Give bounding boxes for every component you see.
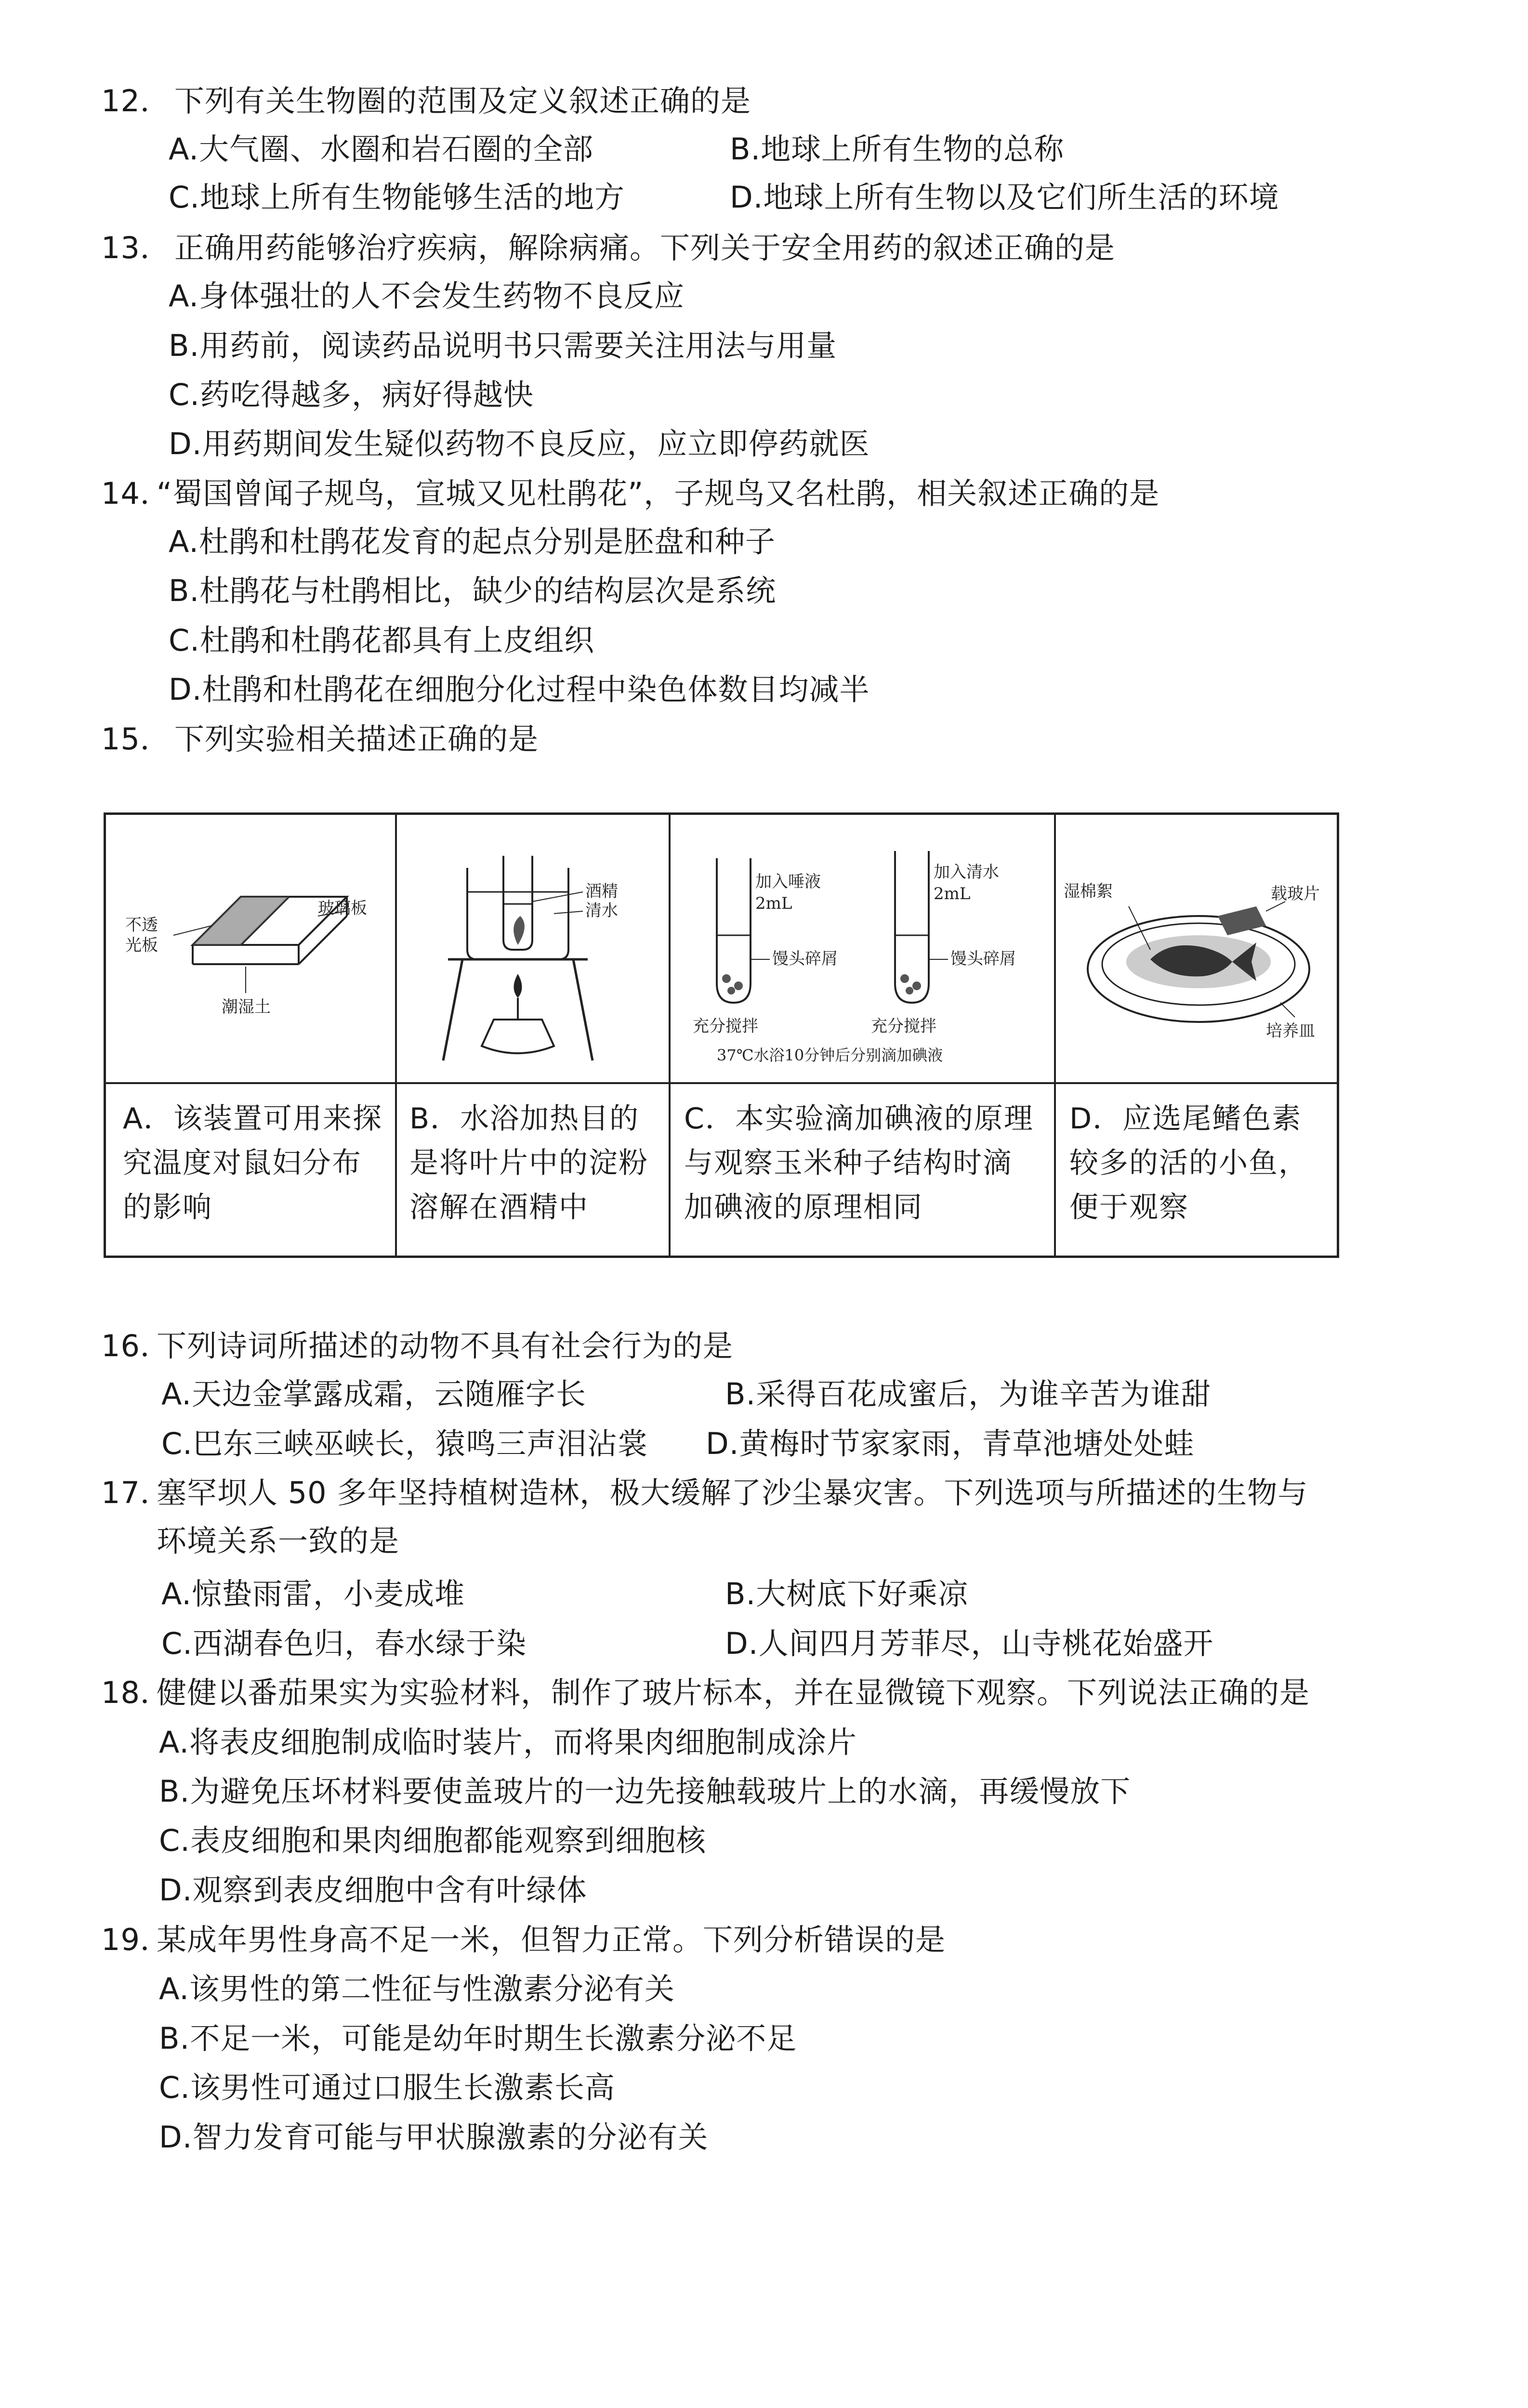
option-c-cell: C．本实验滴加碘液的原理与观察玉米种子结构时滴加碘液的原理相同	[684, 1102, 1034, 1224]
tube2-label-volume: 2mL	[934, 884, 971, 903]
tube1-label-volume: 2mL	[755, 894, 792, 913]
option-text: D.杜鹃和杜鹃花在细胞分化过程中染色体数目均减半	[169, 672, 870, 707]
tube1-label-bread: 馒头碎屑	[772, 949, 838, 968]
question-stem: 下列实验相关描述正确的是	[174, 721, 539, 757]
option-c: C.西湖春色归，春水绿于染	[161, 1626, 527, 1661]
option-text: A.该男性的第二性征与性激素分泌有关	[159, 1971, 675, 2006]
question-stem: 健健以番茄果实为实验材料，制作了玻片标本，并在显微镜下观察。下列说法正确的是	[157, 1675, 1310, 1710]
caption-water-bath: 37℃水浴10分钟后分别滴加碘液	[717, 1046, 943, 1064]
question-stem: 下列诗词所描述的动物不具有社会行为的是	[157, 1328, 734, 1363]
question-number: 17．	[101, 1475, 171, 1510]
option-text: A.将表皮细胞制成临时装片，而将果肉细胞制成涂片	[159, 1725, 857, 1760]
tube1-label-stir: 充分搅拌	[693, 1017, 758, 1036]
label-alcohol: 酒精	[585, 882, 618, 901]
label-opaque-1: 不透	[125, 916, 158, 935]
option-b: B.地球上所有生物的总称	[730, 131, 1065, 167]
question-number: 13．	[101, 230, 171, 265]
option-d: D.地球上所有生物以及它们所生活的环境	[730, 180, 1279, 215]
question-number: 15．	[101, 721, 171, 757]
option-b-cell: B．水浴加热目的是将叶片中的淀粉溶解在酒精中	[409, 1102, 648, 1224]
tube2-label-water: 加入清水	[934, 863, 999, 882]
question-number: 14．	[101, 476, 171, 511]
question-number: 19．	[101, 1922, 171, 1957]
experiment-table	[104, 812, 1339, 1258]
option-b: B.大树底下好乘凉	[725, 1576, 969, 1611]
label-slide: 载玻片	[1271, 884, 1320, 903]
option-text: C.表皮细胞和果肉细胞都能观察到细胞核	[159, 1823, 706, 1858]
option-text: B.用药前，阅读药品说明书只需要关注用法与用量	[169, 328, 837, 363]
figure-a-mouse-woman-device	[116, 844, 390, 1065]
question-number: 16．	[101, 1328, 171, 1363]
option-text: B.杜鹃花与杜鹃相比，缺少的结构层次是系统	[169, 573, 777, 608]
option-d: D.黄梅时节家家雨，青草池塘处处蛙	[706, 1426, 1195, 1461]
option-a: A.大气圈、水圈和岩石圈的全部	[169, 131, 594, 167]
option-text: C.杜鹃和杜鹃花都具有上皮组织	[169, 623, 594, 658]
label-glass: 玻璃板	[318, 899, 367, 918]
option-text: D.用药期间发生疑似药物不良反应，应立即停药就医	[169, 426, 870, 461]
question-stem: 正确用药能够治疗疾病，解除病痛。下列关于安全用药的叙述正确的是	[174, 230, 1116, 265]
tube2-label-stir: 充分搅拌	[871, 1017, 936, 1036]
tube1-label-saliva: 加入唾液	[755, 872, 821, 891]
figure-c-starch-test	[673, 824, 1049, 1075]
figure-b-water-bath	[400, 829, 665, 1075]
option-d-cell: D．应选尾鳍色素较多的活的小鱼，便于观察	[1069, 1102, 1308, 1224]
question-stem-line1: 塞罕坝人 50 多年坚持植树造林，极大缓解了沙尘暴灾害。下列选项与所描述的生物与	[157, 1475, 1308, 1510]
label-wet-cotton: 湿棉絮	[1064, 882, 1113, 901]
option-c: C.地球上所有生物能够生活的地方	[169, 180, 625, 215]
tube2-label-bread: 馒头碎屑	[950, 949, 1016, 968]
option-b: B.采得百花成蜜后，为谁辛苦为谁甜	[725, 1376, 1212, 1412]
option-d: D.人间四月芳菲尽，山寺桃花始盛开	[725, 1626, 1214, 1661]
option-text: D.智力发育可能与甲状腺激素的分泌有关	[159, 2120, 709, 2155]
stem-text: 环境关系一致的是	[157, 1523, 400, 1558]
option-a: A.天边金掌露成霜，云随雁字长	[161, 1376, 587, 1412]
option-text: B.不足一米，可能是幼年时期生长激素分泌不足	[159, 2021, 797, 2056]
label-petri-dish: 培养皿	[1266, 1021, 1315, 1041]
label-opaque-2: 光板	[125, 936, 158, 955]
option-text: A.杜鹃和杜鹃花发育的起点分别是胚盘和种子	[169, 524, 776, 559]
question-number: 18．	[101, 1675, 171, 1710]
label-soil: 潮湿土	[222, 997, 271, 1017]
question-number: 12．	[101, 83, 171, 118]
option-c: C.巴东三峡巫峡长，猿鸣三声泪沾裳	[161, 1426, 648, 1461]
question-stem: 某成年男性身高不足一米，但智力正常。下列分析错误的是	[157, 1922, 946, 1957]
label-water: 清水	[585, 901, 618, 920]
option-text: C.该男性可通过口服生长激素长高	[159, 2070, 615, 2105]
question-stem: 下列有关生物圈的范围及定义叙述正确的是	[174, 83, 751, 118]
option-text: C.药吃得越多，病好得越快	[169, 377, 534, 412]
question-stem: “蜀国曾闻子规鸟，宣城又见杜鹃花”，子规鸟又名杜鹃，相关叙述正确的是	[157, 476, 1160, 511]
option-text: D.观察到表皮细胞中含有叶绿体	[159, 1872, 587, 1908]
option-text: A.身体强壮的人不会发生药物不良反应	[169, 278, 685, 314]
option-a: A.惊蛰雨雷，小麦成堆	[161, 1576, 465, 1611]
option-a-cell: A．该装置可用来探究温度对鼠妇分布的影响	[123, 1102, 383, 1224]
figure-d-fish-observation	[1059, 844, 1333, 1065]
option-text: B.为避免压坏材料要使盖玻片的一边先接触载玻片上的水滴，再缓慢放下	[159, 1774, 1131, 1809]
